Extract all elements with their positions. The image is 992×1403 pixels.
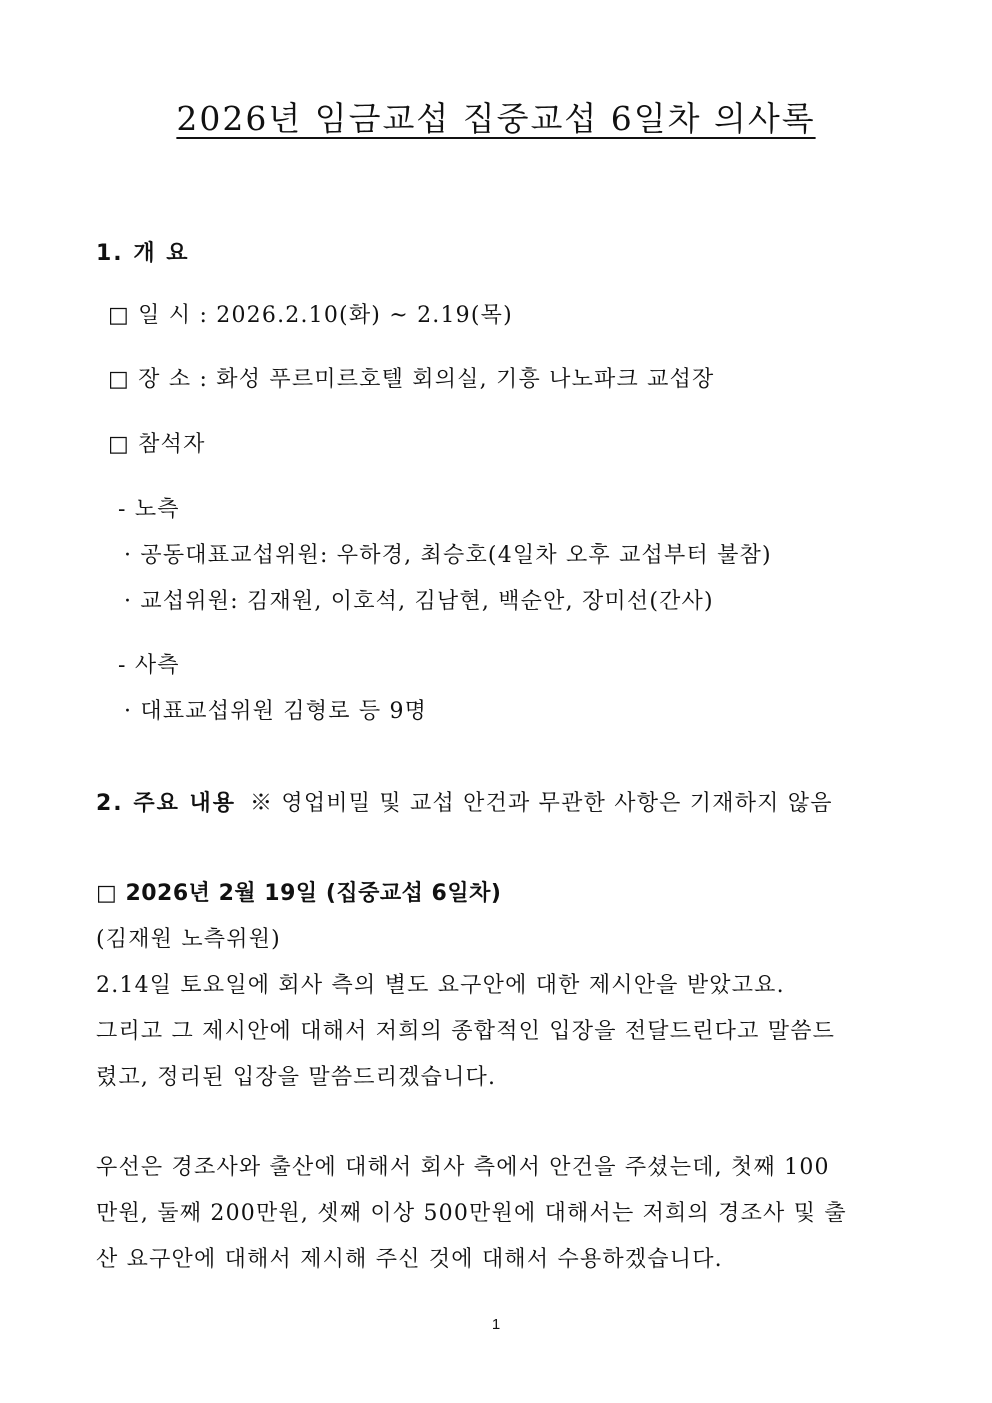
document-title: 2026년 임금교섭 집중교섭 6일차 의사록: [176, 99, 816, 138]
date-line: □ 일 시 : 2026.2.10(화) ~ 2.19(목): [108, 303, 513, 328]
paragraph1-line3: 렸고, 정리된 입장을 말씀드리겠습니다.: [96, 1065, 497, 1090]
attendees-line: □ 참석자: [108, 432, 206, 457]
paragraph2-line3: 산 요구안에 대해서 제시해 주신 것에 대해서 수용하겠습니다.: [96, 1247, 723, 1272]
page-number: 1: [491, 1316, 501, 1333]
company-line-1: · 대표교섭위원 김형로 등 9명: [124, 699, 428, 724]
union-line-2: · 교섭위원: 김재원, 이호석, 김남현, 백순안, 장미선(간사): [124, 589, 714, 614]
section1-heading: 1. 개 요: [96, 241, 190, 266]
company-heading: - 사측: [118, 653, 180, 678]
paragraph1-line1: 2.14일 토요일에 회사 측의 별도 요구안에 대한 제시안을 받았고요.: [96, 973, 785, 998]
section2-heading: 2. 주요 내용: [96, 791, 236, 816]
section2-note: ※ 영업비밀 및 교섭 안건과 무관한 사항은 기재하지 않음: [250, 791, 833, 816]
union-heading: - 노측: [118, 497, 180, 522]
section2-header-row: [96, 786, 833, 817]
paragraph1-line2: 그리고 그 제시안에 대해서 저희의 종합적인 입장을 전달드린다고 말씀드: [96, 1019, 836, 1044]
speaker-label: (김재원 노측위원): [96, 927, 281, 952]
union-line-1: · 공동대표교섭위원: 우하경, 최승호(4일차 오후 교섭부터 불참): [124, 543, 772, 568]
place-line: □ 장 소 : 화성 푸르미르호텔 회의실, 기흥 나노파크 교섭장: [108, 367, 715, 392]
paragraph2-line1: 우선은 경조사와 출산에 대해서 회사 측에서 안건을 주셨는데, 첫째 100: [96, 1155, 830, 1180]
day-heading: □ 2026년 2월 19일 (집중교섭 6일차): [96, 881, 502, 906]
paragraph2-line2: 만원, 둘째 200만원, 셋째 이상 500만원에 대해서는 저희의 경조사 및 출: [96, 1201, 847, 1226]
